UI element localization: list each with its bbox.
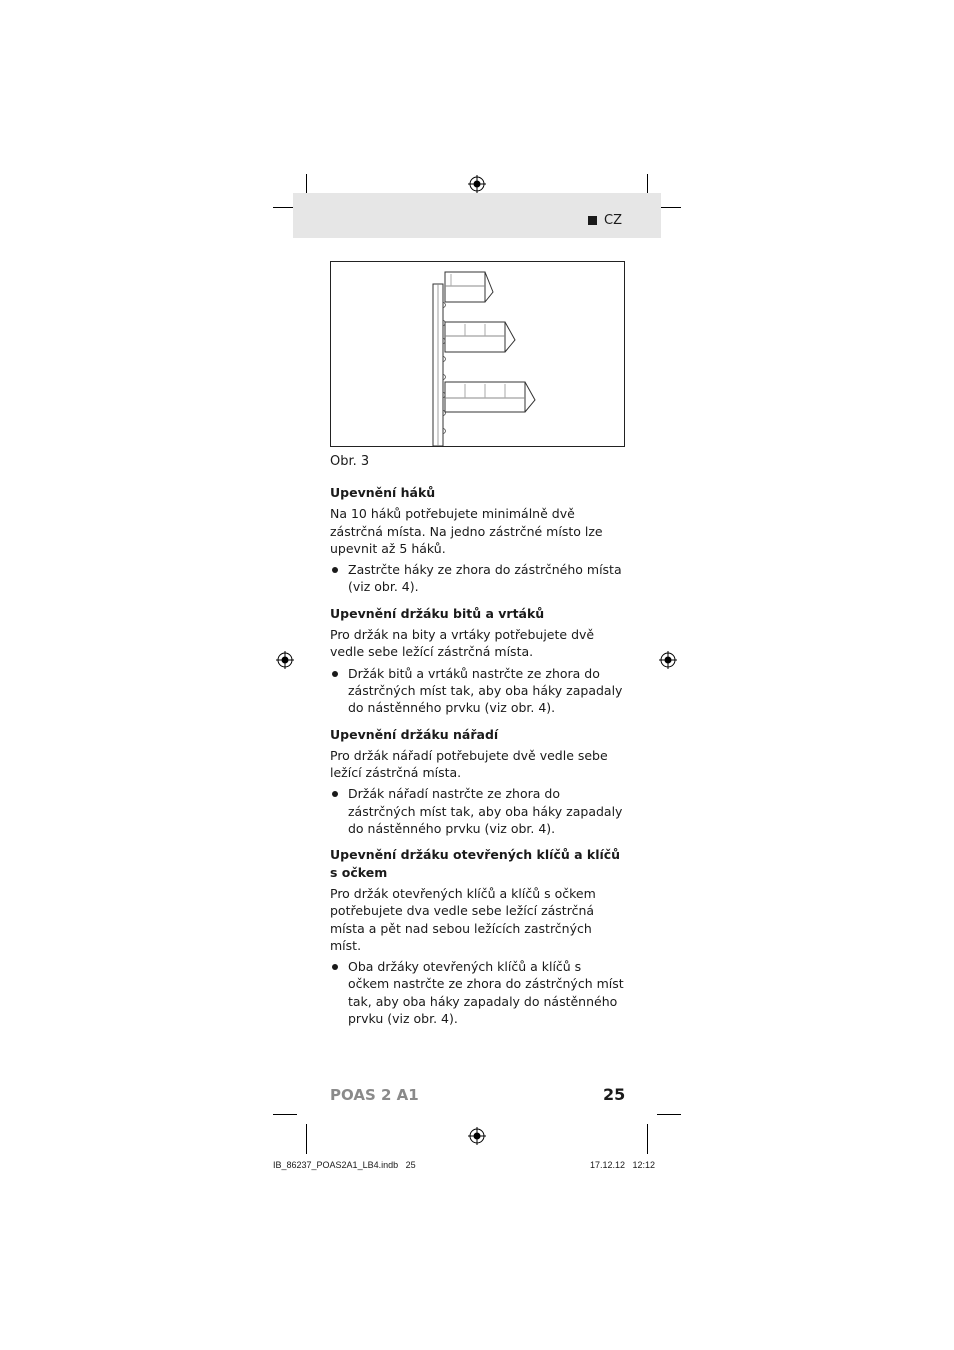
crop-mark [306, 1124, 307, 1154]
registration-mark-icon [468, 175, 486, 193]
section-heading: Upevnění držáku nářadí [330, 726, 499, 742]
registration-mark-icon [276, 651, 294, 669]
crop-mark [273, 1114, 297, 1115]
section-heading: Upevnění držáku bitů a vrtáků [330, 605, 545, 621]
registration-mark-icon [659, 651, 677, 669]
bullet-list [330, 561, 626, 596]
list-item [330, 958, 626, 1027]
list-item-text: Držák nářadí nastrčte ze zhora do zástrčných míst tak, aby oba háky zapadaly do nástěnného prvku (viz obr. 4). [348, 786, 623, 837]
language-indicator [588, 213, 622, 228]
print-date-time: 17.12.12 12:12 [590, 1160, 656, 1170]
list-item-text: Oba držáky otevřených klíčů a klíčů s očkem nastrčte ze zhora do zástrčných míst tak, aby oba háky zapadaly do nástěnného prvku (viz obr. 4). [348, 959, 624, 1027]
list-item [330, 785, 626, 837]
list-item-text: Zastrčte háky ze zhora do zástrčného místa (viz obr. 4). [348, 562, 622, 595]
bullet-icon [332, 567, 338, 573]
model-name: POAS 2 A1 [330, 1086, 419, 1104]
figure-caption: Obr. 3 [330, 454, 370, 469]
figure-illustration [330, 261, 625, 447]
section-heading: Upevnění držáku otevřených klíčů a klíčů s očkem [330, 847, 621, 880]
file-info: IB_86237_POAS2A1_LB4.indb 25 [273, 1160, 416, 1170]
bullet-list [330, 665, 626, 717]
list-item-text: Držák bitů a vrtáků nastrčte ze zhora do zástrčných míst tak, aby oba háky zapadaly do nástěnného prvku (viz obr. 4). [348, 665, 623, 716]
registration-mark-icon [468, 1127, 486, 1145]
section-heading: Upevnění háků [330, 485, 436, 500]
bullet-list [330, 785, 626, 837]
square-bullet-icon [588, 216, 597, 225]
language-label: CZ [604, 213, 622, 228]
bullet-icon [332, 791, 338, 797]
list-item [330, 561, 626, 596]
section-paragraph: Na 10 háků potřebujete minimálně dvě zástrčná místa. Na jedno zástrčné místo lze upevnit až 5 háků. [330, 506, 603, 556]
list-item [330, 665, 626, 717]
wall-holder-illustration [331, 262, 624, 446]
bullet-icon [332, 964, 338, 970]
section-paragraph: Pro držák na bity a vrtáky potřebujete dvě vedle sebe ležící zástrčná místa. [330, 627, 595, 660]
page-number: 25 [603, 1085, 626, 1104]
bullet-list [330, 958, 626, 1027]
bullet-icon [332, 671, 338, 677]
section-paragraph: Pro držák otevřených klíčů a klíčů s očkem potřebujete dva vedle sebe ležící zástrčná místa a pět nad sebou ležících zastrčných míst. [330, 885, 596, 953]
crop-mark [647, 1124, 648, 1154]
instruction-content [330, 484, 626, 1036]
crop-mark [657, 1114, 681, 1115]
section-paragraph: Pro držák nářadí potřebujete dvě vedle sebe ležící zástrčná místa. [330, 747, 608, 781]
